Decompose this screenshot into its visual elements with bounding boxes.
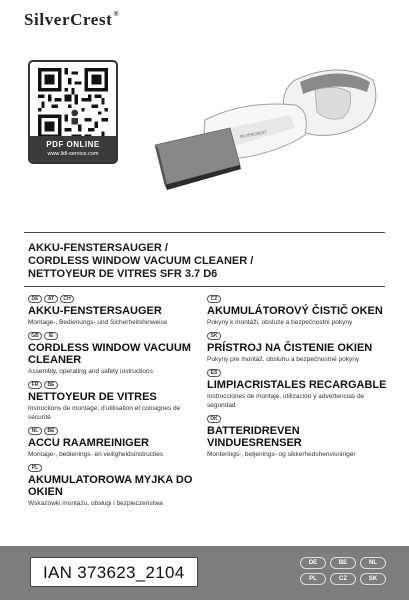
entry-title: ACCU RAAMREINIGER [28,437,149,449]
country-badge: IE [44,332,58,340]
main-title-line-2: CORDLESS WINDOW VACUUM CLEANER / [28,255,254,267]
service-url[interactable]: www.lidl-service.com [47,151,99,157]
main-title [28,242,388,281]
country-badge: DE [28,295,42,303]
country-code-grid [300,557,390,585]
entry-title: BATTERIDREVEN VINDUESRENSER [207,425,302,449]
entry-subtitle: Montage-, bedienings- en veiligheidsinstructies [28,451,164,458]
country-badge: SK [207,332,221,340]
entry-subtitle: Monterings-, betjenings- og sikkerhedshenvisninger [207,451,356,458]
main-title-line-1: AKKU-FENSTERSAUGER / [28,242,168,254]
entry-subtitle: Pokyny k montáži, obsluze a bezpečnostní pokyny [207,319,353,326]
country-badge: PL [28,464,42,472]
entry-subtitle: Instructions de montage, d'utilisation et consignes de sécurité [28,405,181,421]
country-code-badge: SK [360,573,386,585]
entry-title: LIMPIACRISTALES RECARGABLE [207,379,387,391]
country-badge: BE [44,427,58,435]
entry-subtitle: Montage-, Bedienungs- und Sicherheitshinweise [28,319,168,326]
divider-top [24,232,385,233]
country-badge: CH [60,295,74,303]
country-badge: AT [44,295,58,303]
language-entry-pl[interactable] [28,464,200,508]
language-entry-fr[interactable] [28,381,200,422]
entry-title: AKKU-FENSTERSAUGER [28,305,162,317]
entry-subtitle: Assembly, operating and safety instructions [28,368,153,375]
ian-number: IAN 373623_2104 [43,563,185,582]
country-badge: ES [207,369,221,377]
ian-box [30,557,198,587]
language-entry-de[interactable] [28,295,200,327]
country-badge: BE [44,381,58,389]
qr-code-icon [38,68,108,138]
divider-middle [24,286,385,287]
footer-bar [0,546,409,600]
entry-title: AKUMULÁTOROVÝ ČISTIČ OKEN [207,305,383,317]
country-badge: NL [28,427,42,435]
svg-text:SILVERCREST: SILVERCREST [239,129,268,139]
country-code-badge: BE [330,557,356,569]
country-code-badge: DE [300,557,326,569]
language-entry-es[interactable] [207,369,387,410]
country-badge: FR [28,381,42,389]
entry-subtitle: Wskazówki montażu, obsługi i bezpieczeństwa [28,500,163,507]
entry-title: CORDLESS WINDOW VACUUM CLEANER [28,342,191,366]
entry-title: PRÍSTROJ NA ČISTENIE OKIEN [207,342,373,354]
language-entry-cz[interactable] [207,295,387,327]
main-title-line-3: NETTOYEUR DE VITRES SFR 3.7 D6 [28,268,218,280]
registered-mark: ® [113,10,120,18]
qr-caption [30,136,116,162]
brand-name: SilverCrest [24,10,113,29]
country-code-badge: NL [360,557,386,569]
entry-title: NETTOYEUR DE VITRES [28,391,157,403]
language-entry-sk[interactable] [207,332,387,364]
language-column-right [207,295,387,464]
country-badge: CZ [207,295,221,303]
entry-subtitle: Instrucciones de montaje, utilización y advertencias de seguridad [207,393,365,409]
entry-subtitle: Pokyny pre montáž, obsluhu a bezpečnostné pokyny [207,356,360,363]
language-entry-gb[interactable] [28,332,200,376]
window-vacuum-product-image [145,60,380,200]
country-code-badge: CZ [330,573,356,585]
pdf-online-label: PDF ONLINE [46,140,100,149]
brand-logo [24,10,119,34]
language-entry-nl[interactable] [28,427,200,459]
country-badge: DK [207,415,221,423]
language-column-left [28,295,200,513]
entry-title: AKUMULATOROWA MYJKA DO OKIEN [28,474,193,498]
language-entry-dk[interactable] [207,415,387,459]
country-code-badge: PL [300,573,326,585]
country-badge: GB [28,332,42,340]
qr-code-panel[interactable] [28,60,118,164]
